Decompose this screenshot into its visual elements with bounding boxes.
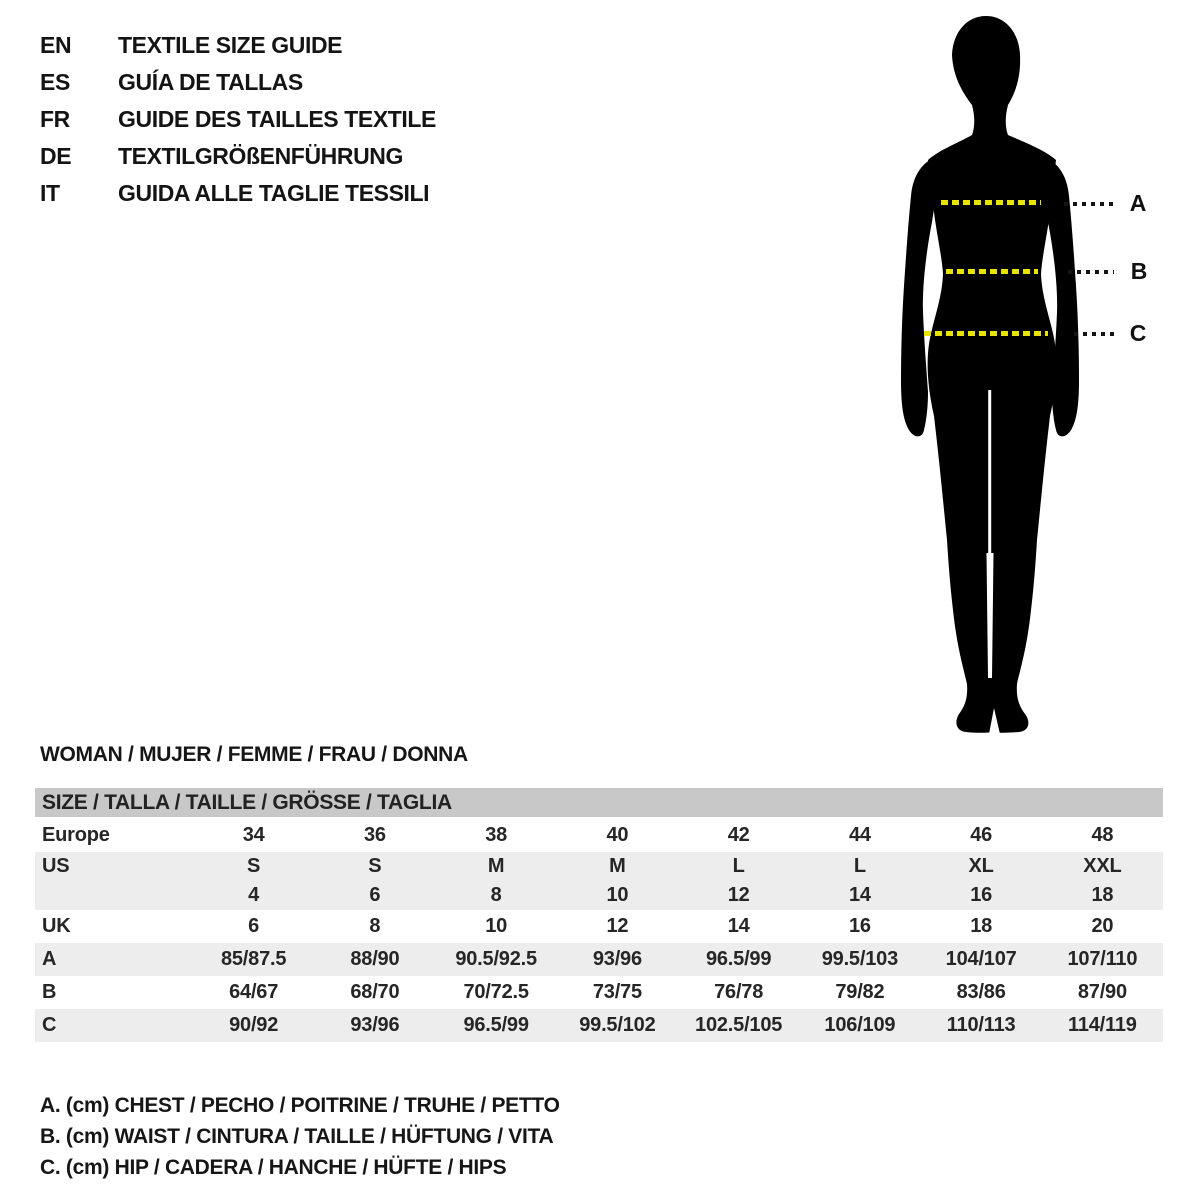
size-cell: 10 — [485, 915, 508, 937]
size-cell: 106/109 — [824, 1014, 896, 1036]
size-cell: 14 — [848, 884, 871, 906]
language-code: FR — [40, 106, 70, 132]
size-cell: 4 — [248, 884, 260, 906]
size-cell: 110/113 — [946, 1014, 1016, 1036]
language-label: TEXTILE SIZE GUIDE — [118, 32, 343, 58]
size-cell: 34 — [242, 824, 265, 846]
language-row — [40, 101, 436, 138]
language-code: IT — [40, 180, 60, 206]
size-cell: 99.5/102 — [579, 1014, 656, 1036]
size-cell: 46 — [970, 824, 993, 846]
size-cell: 76/78 — [714, 981, 764, 1003]
measure-legend — [40, 1090, 560, 1183]
language-label: TEXTILGRÖßENFÜHRUNG — [118, 143, 403, 169]
table-row — [35, 910, 1163, 943]
language-code: DE — [40, 143, 72, 169]
language-row — [40, 27, 436, 64]
size-cell: 102.5/105 — [695, 1014, 783, 1036]
language-guide-list — [40, 27, 436, 212]
table-row — [35, 852, 1163, 881]
table-row — [35, 1009, 1163, 1042]
size-cell: S — [247, 855, 261, 877]
table-row — [35, 943, 1163, 976]
language-code: EN — [40, 32, 72, 58]
size-cell: 64/67 — [229, 981, 279, 1003]
size-cell: 88/90 — [350, 948, 400, 970]
hip-measure-dash-line — [924, 331, 1048, 336]
size-cell: 40 — [606, 824, 629, 846]
size-cell: 14 — [727, 915, 750, 937]
legend-line-chest: A. (cm) CHEST / PECHO / POITRINE / TRUHE / PETTO — [40, 1094, 560, 1117]
size-cell: 6 — [248, 915, 260, 937]
size-cell: S — [368, 855, 382, 877]
table-row — [35, 976, 1163, 1009]
table-row — [35, 819, 1163, 852]
row-label: A — [42, 948, 57, 970]
row-label — [35, 881, 193, 910]
size-cell: 87/90 — [1077, 981, 1127, 1003]
size-cell: 104/107 — [945, 948, 1017, 970]
waist-leader-dots — [1068, 270, 1114, 274]
row-label: C — [42, 1014, 57, 1036]
legend-line-waist: B. (cm) WAIST / CINTURA / TAILLE / HÜFTUNG / VITA — [40, 1125, 554, 1148]
table-row — [35, 881, 1163, 910]
size-cell: M — [609, 855, 626, 877]
row-label: Europe — [42, 824, 110, 846]
size-cell: XXL — [1083, 855, 1122, 877]
size-cell: 107/110 — [1067, 948, 1138, 970]
size-cell: M — [487, 855, 505, 877]
size-cell: 6 — [369, 884, 381, 906]
row-label: UK — [42, 915, 71, 937]
row-label: US — [42, 855, 70, 877]
size-cell: 96.5/99 — [463, 1014, 529, 1036]
measure-label-hip: C — [1129, 320, 1147, 346]
size-cell: 12 — [727, 884, 750, 906]
language-label: GUÍA DE TALLAS — [118, 69, 303, 95]
table-caption: WOMAN / MUJER / FEMME / FRAU / DONNA — [40, 743, 468, 766]
size-cell: 8 — [490, 884, 502, 906]
size-cell: 93/96 — [350, 1014, 400, 1036]
size-cell: 12 — [606, 915, 629, 937]
waist-measure-dash-line — [946, 269, 1038, 274]
size-cell: 16 — [970, 884, 993, 906]
size-cell: 18 — [970, 915, 993, 937]
size-cell: 73/75 — [592, 981, 642, 1003]
chest-leader-dots — [1064, 202, 1114, 206]
size-cell: 16 — [848, 915, 871, 937]
size-cell: 114/119 — [1068, 1014, 1137, 1036]
size-cell: 18 — [1091, 884, 1114, 906]
size-cell: 68/70 — [350, 981, 400, 1003]
language-row — [40, 175, 436, 212]
language-row — [40, 64, 436, 101]
language-label: GUIDE DES TAILLES TEXTILE — [118, 106, 436, 132]
size-cell: L — [732, 855, 745, 877]
woman-silhouette — [895, 8, 1115, 738]
language-code: ES — [40, 69, 70, 95]
size-cell: 96.5/99 — [705, 948, 772, 970]
size-cell: 38 — [485, 824, 508, 846]
size-cell: 36 — [363, 824, 386, 846]
chest-measure-dash-line — [941, 200, 1041, 205]
size-table-header: SIZE / TALLA / TAILLE / GRÖSSE / TAGLIA — [35, 788, 1163, 817]
size-cell: 10 — [606, 884, 629, 906]
size-cell: XL — [968, 855, 994, 877]
size-cell: 99.5/103 — [821, 948, 898, 970]
size-cell: 44 — [848, 824, 871, 846]
size-cell: 93/96 — [592, 948, 642, 970]
size-cell: 70/72.5 — [463, 981, 529, 1003]
size-table-body — [35, 819, 1163, 1042]
size-cell: 90.5/92.5 — [455, 948, 537, 970]
language-row — [40, 138, 436, 175]
size-cell: 79/82 — [835, 981, 885, 1003]
row-label: B — [42, 981, 57, 1003]
language-label: GUIDA ALLE TAGLIE TESSILI — [118, 180, 430, 206]
size-cell: 90/92 — [229, 1014, 279, 1036]
size-table — [35, 788, 1163, 1042]
size-cell: L — [853, 855, 866, 877]
size-cell: 42 — [727, 824, 750, 846]
hip-leader-dots — [1074, 332, 1114, 336]
measure-label-chest: A — [1129, 190, 1147, 216]
size-cell: 8 — [369, 915, 381, 937]
size-cell: 48 — [1091, 824, 1114, 846]
size-table-grid — [35, 819, 1163, 1042]
measure-label-waist: B — [1130, 258, 1148, 284]
legend-line-hip: C. (cm) HIP / CADERA / HANCHE / HÜFTE / HIPS — [40, 1156, 507, 1179]
size-cell: 83/86 — [956, 981, 1006, 1003]
size-cell: 20 — [1091, 915, 1114, 937]
size-cell: 85/87.5 — [220, 948, 287, 970]
